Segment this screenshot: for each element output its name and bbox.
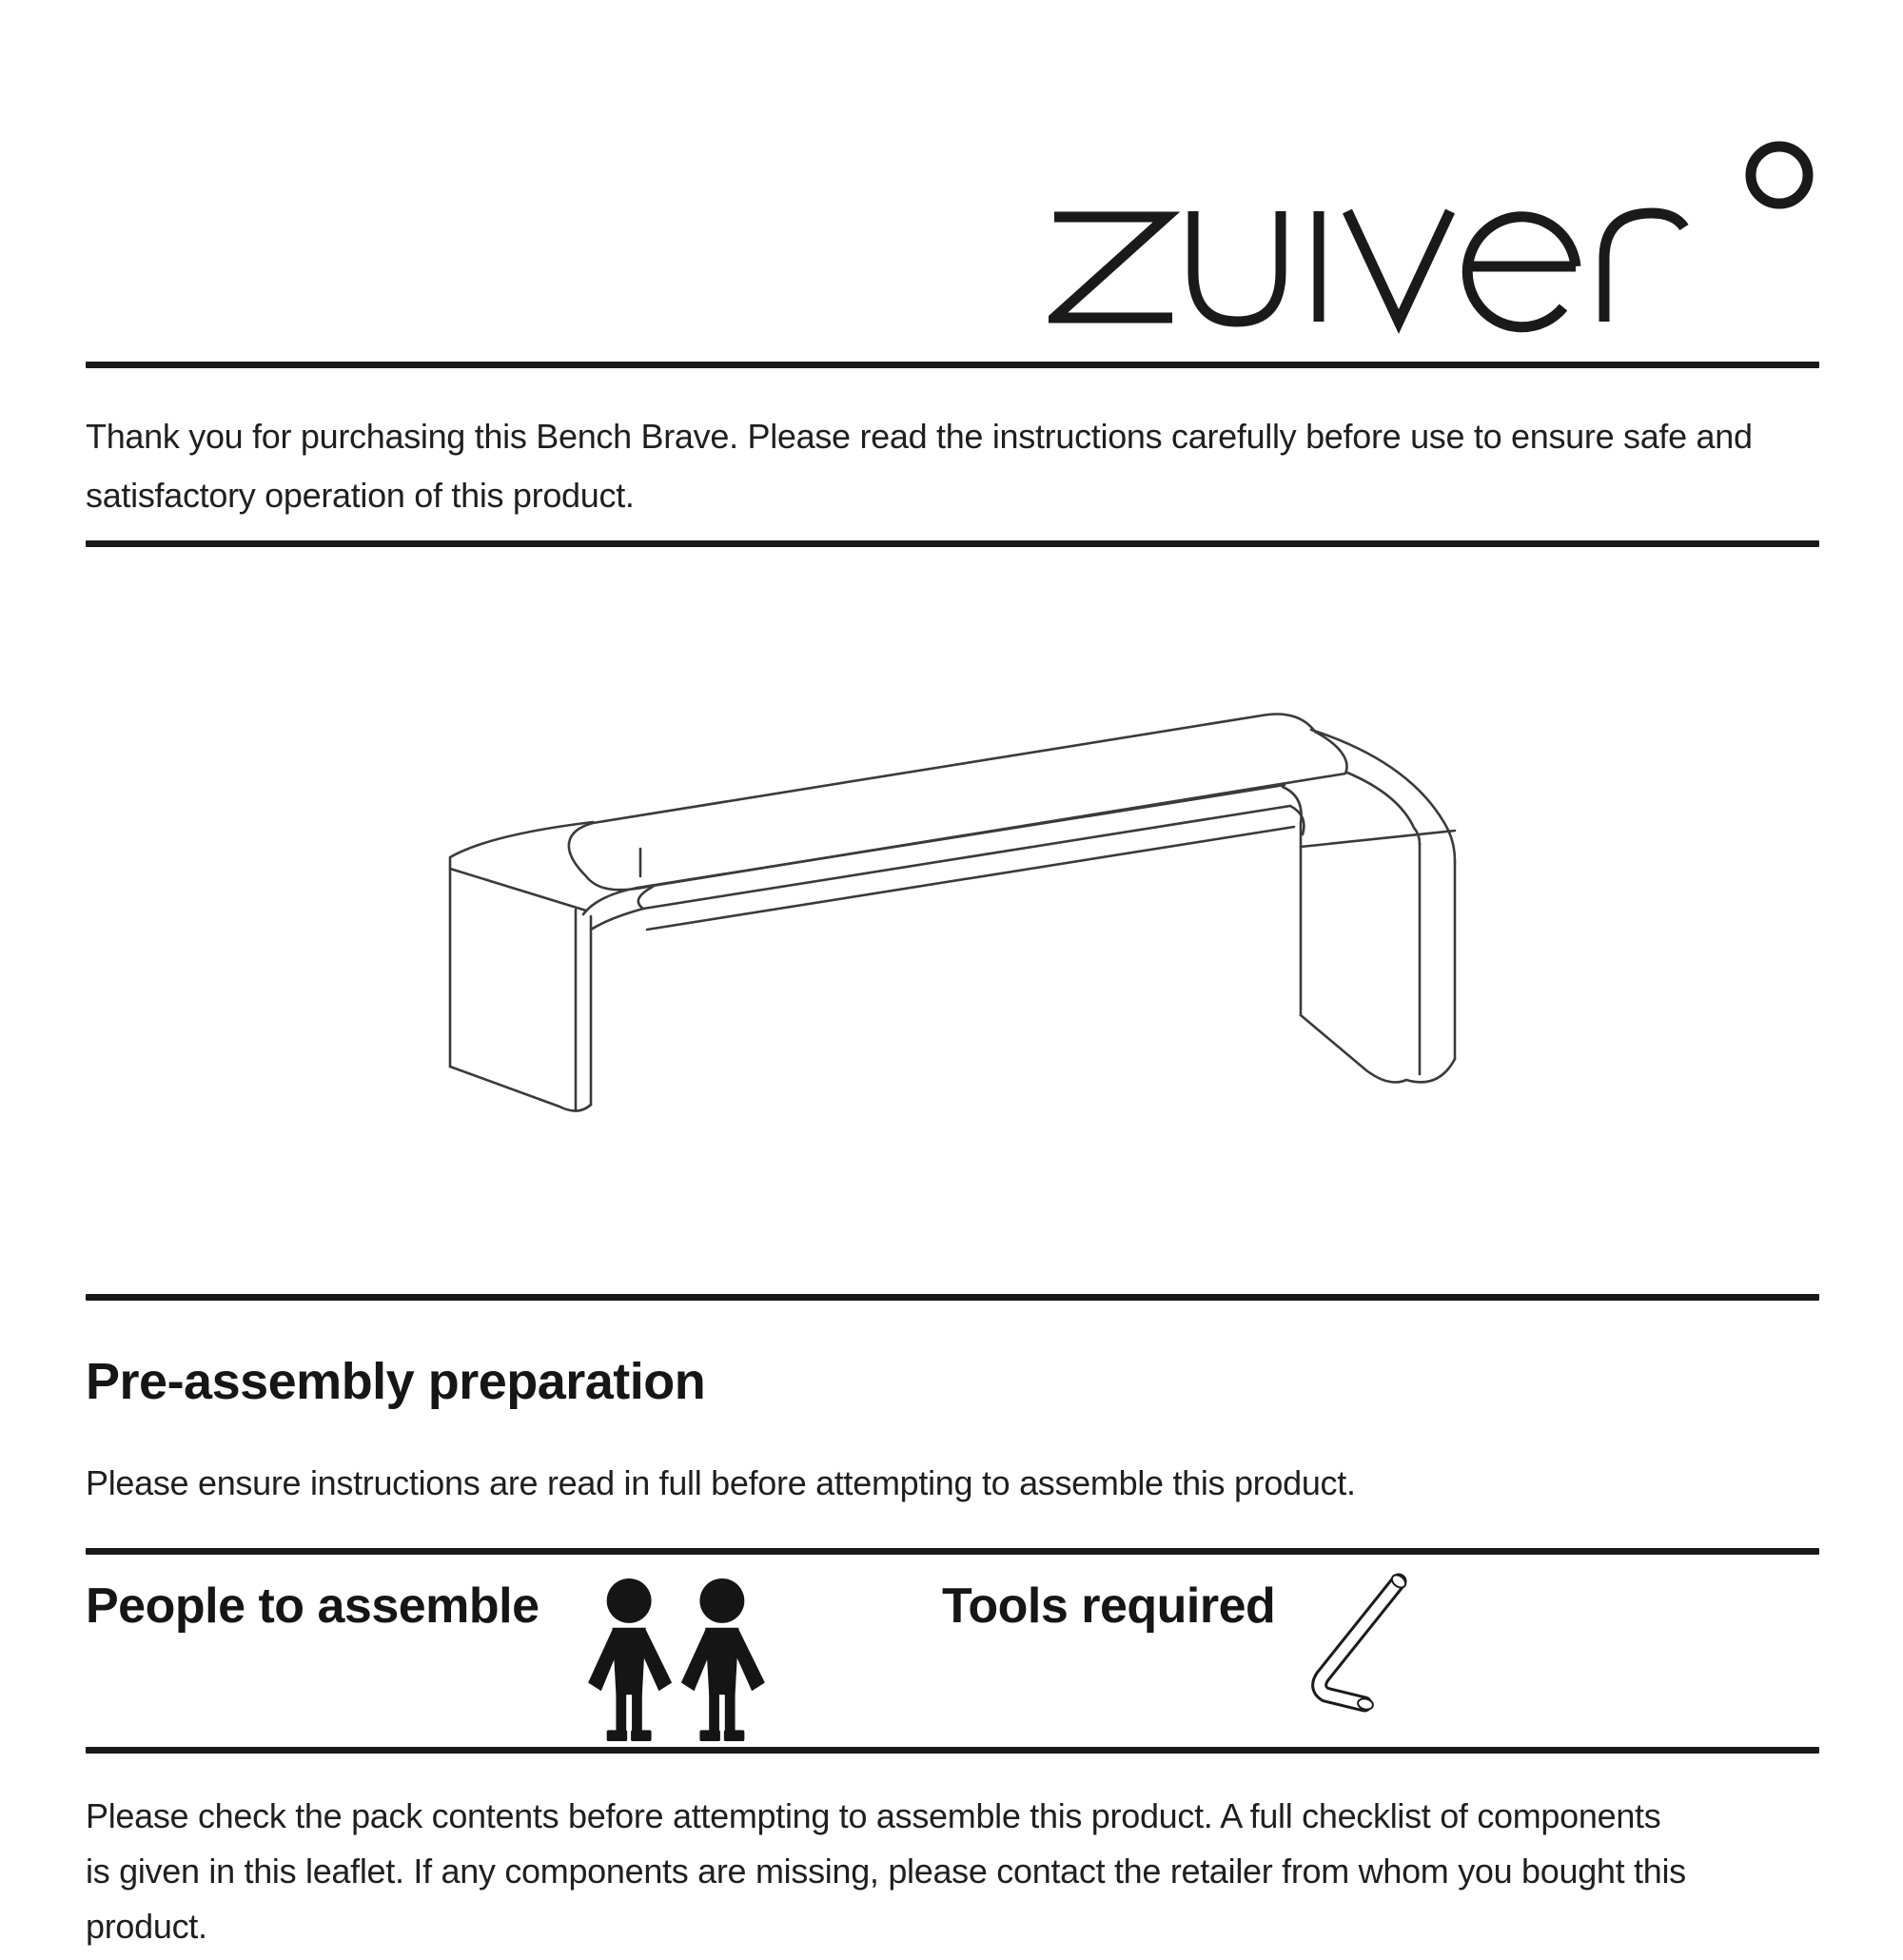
two-people-icon — [579, 1578, 773, 1743]
preassembly-heading: Pre-assembly preparation — [86, 1353, 706, 1410]
intro-paragraph — [86, 407, 1836, 525]
pack-note-line-1: Please check the pack contents before attempting to assemble this product. A full checklist of components — [86, 1796, 1661, 1835]
divider-rule-2 — [86, 540, 1819, 547]
pack-note-line-2: is given in this leaflet. If any components are missing, please contact the retailer from whom you bought this — [86, 1852, 1686, 1891]
divider-rule-3 — [86, 1294, 1819, 1301]
bench-illustration — [447, 680, 1461, 1180]
logo-letter-r — [1604, 213, 1684, 322]
intro-line-1: Thank you for purchasing this Bench Brave. Please read the instructions carefully before use to ensure safe and — [86, 417, 1753, 456]
logo-letter-z — [1054, 217, 1172, 318]
pack-note-paragraph — [86, 1789, 1836, 1954]
preassembly-body-line: Please ensure instructions are read in full before attempting to assemble this product. — [86, 1463, 1356, 1502]
tools-required-label: Tools required — [942, 1578, 1276, 1634]
pack-note-line-3: product. — [86, 1907, 207, 1946]
divider-rule-4 — [86, 1548, 1819, 1555]
zuiver-logo — [1049, 133, 1821, 363]
divider-rule-1 — [86, 362, 1819, 368]
allen-key-icon — [1296, 1572, 1429, 1724]
logo-degree-icon — [1751, 147, 1808, 204]
person-figure-2 — [681, 1578, 765, 1741]
intro-line-2: satisfactory operation of this product. — [86, 476, 635, 515]
divider-rule-5 — [86, 1747, 1819, 1754]
logo-letter-v — [1347, 211, 1450, 322]
people-to-assemble-label: People to assemble — [86, 1578, 540, 1634]
person-figure-1 — [588, 1578, 672, 1741]
preassembly-paragraph — [86, 1454, 1836, 1513]
logo-letter-u — [1193, 211, 1281, 322]
